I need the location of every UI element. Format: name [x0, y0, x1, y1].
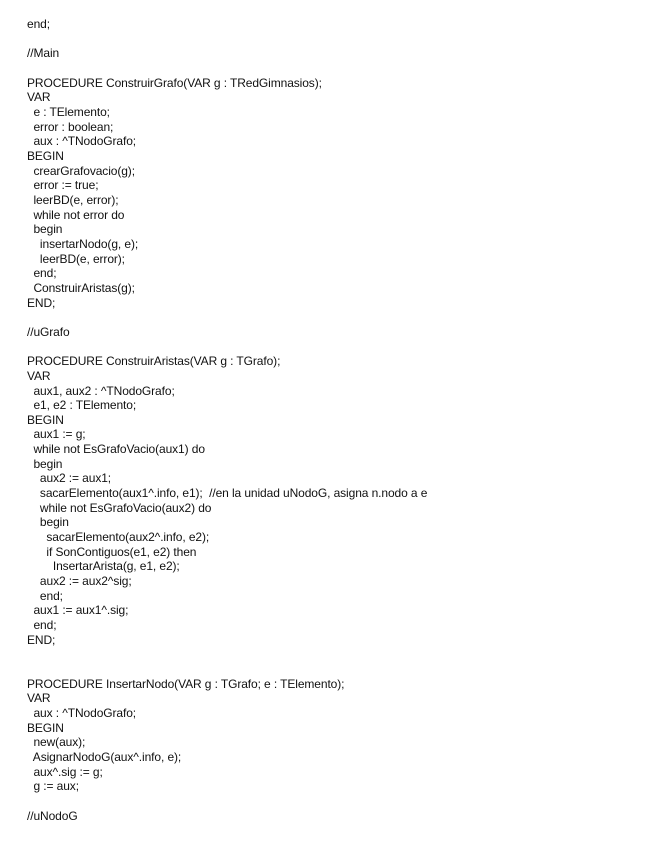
code-line-35: begin — [27, 515, 69, 530]
code-line-55: //uNodoG — [27, 808, 78, 823]
code-line-5: PROCEDURE ConstruirGrafo(VAR g : TRedGimnasios); — [27, 75, 322, 90]
code-line-16: insertarNodo(g, e); — [27, 236, 139, 251]
code-line-9: aux : ^TNodoGrafo; — [27, 134, 137, 149]
code-line-29: aux1 := g; — [27, 427, 86, 442]
code-line-10: BEGIN — [27, 148, 64, 163]
code-line-22: //uGrafo — [27, 324, 70, 339]
code-line-36: sacarElemento(aux2^.info, e2); — [27, 530, 210, 545]
code-line-14: while not error do — [27, 207, 125, 222]
code-line-49: BEGIN — [27, 720, 64, 735]
code-line-47: VAR — [27, 691, 51, 706]
code-line-13: leerBD(e, error); — [27, 192, 119, 207]
code-line-19: ConstruirAristas(g); — [27, 280, 135, 295]
code-line-53: g := aux; — [27, 779, 79, 794]
code-line-24: PROCEDURE ConstruirAristas(VAR g : TGrafo); — [27, 354, 281, 369]
code-line-8: error : boolean; — [27, 119, 114, 134]
code-line-7: e : TElemento; — [27, 104, 110, 119]
code-line-17: leerBD(e, error); — [27, 251, 125, 266]
code-line-15: begin — [27, 222, 63, 237]
code-line-12: error := true; — [27, 178, 99, 193]
code-line-20: END; — [27, 295, 56, 310]
code-line-40: end; — [27, 588, 63, 603]
code-line-25: VAR — [27, 368, 51, 383]
code-line-51: AsignarNodoG(aux^.info, e); — [27, 750, 182, 764]
code-line-39: aux2 := aux2^sig; — [27, 574, 132, 589]
code-line-3: //Main — [27, 46, 60, 61]
code-line-34: while not EsGrafoVacio(aux2) do — [27, 500, 212, 515]
code-line-28: BEGIN — [27, 412, 64, 427]
code-line-38: InsertarArista(g, e1, e2); — [27, 559, 180, 574]
code-line-46: PROCEDURE InsertarNodo(VAR g : TGrafo; e : TElemento); — [27, 676, 345, 691]
code-line-6: VAR — [27, 90, 51, 105]
code-line-26: aux1, aux2 : ^TNodoGrafo; — [27, 383, 175, 398]
code-line-32: aux2 := aux1; — [27, 471, 112, 486]
code-line-50: new(aux); — [27, 735, 86, 750]
code-line-18: end; — [27, 266, 57, 281]
code-line-42: end; — [27, 618, 57, 633]
code-line-31: begin — [27, 456, 63, 471]
code-line-43: END; — [27, 632, 56, 647]
code-line-1: end; — [27, 17, 50, 31]
code-line-41: aux1 := aux1^.sig; — [27, 603, 129, 618]
code-line-30: while not EsGrafoVacio(aux1) do — [27, 442, 205, 457]
code-line-11: crearGrafovacio(g); — [27, 163, 135, 178]
code-line-48: aux : ^TNodoGrafo; — [27, 706, 137, 721]
code-line-37: if SonContiguos(e1, e2) then — [27, 544, 197, 559]
code-line-27: e1, e2 : TElemento; — [27, 398, 137, 413]
code-line-52: aux^.sig := g; — [27, 764, 103, 779]
code-line-33: sacarElemento(aux1^.info, e1); //en la unidad uNodoG, asigna n.nodo a e — [27, 486, 428, 501]
